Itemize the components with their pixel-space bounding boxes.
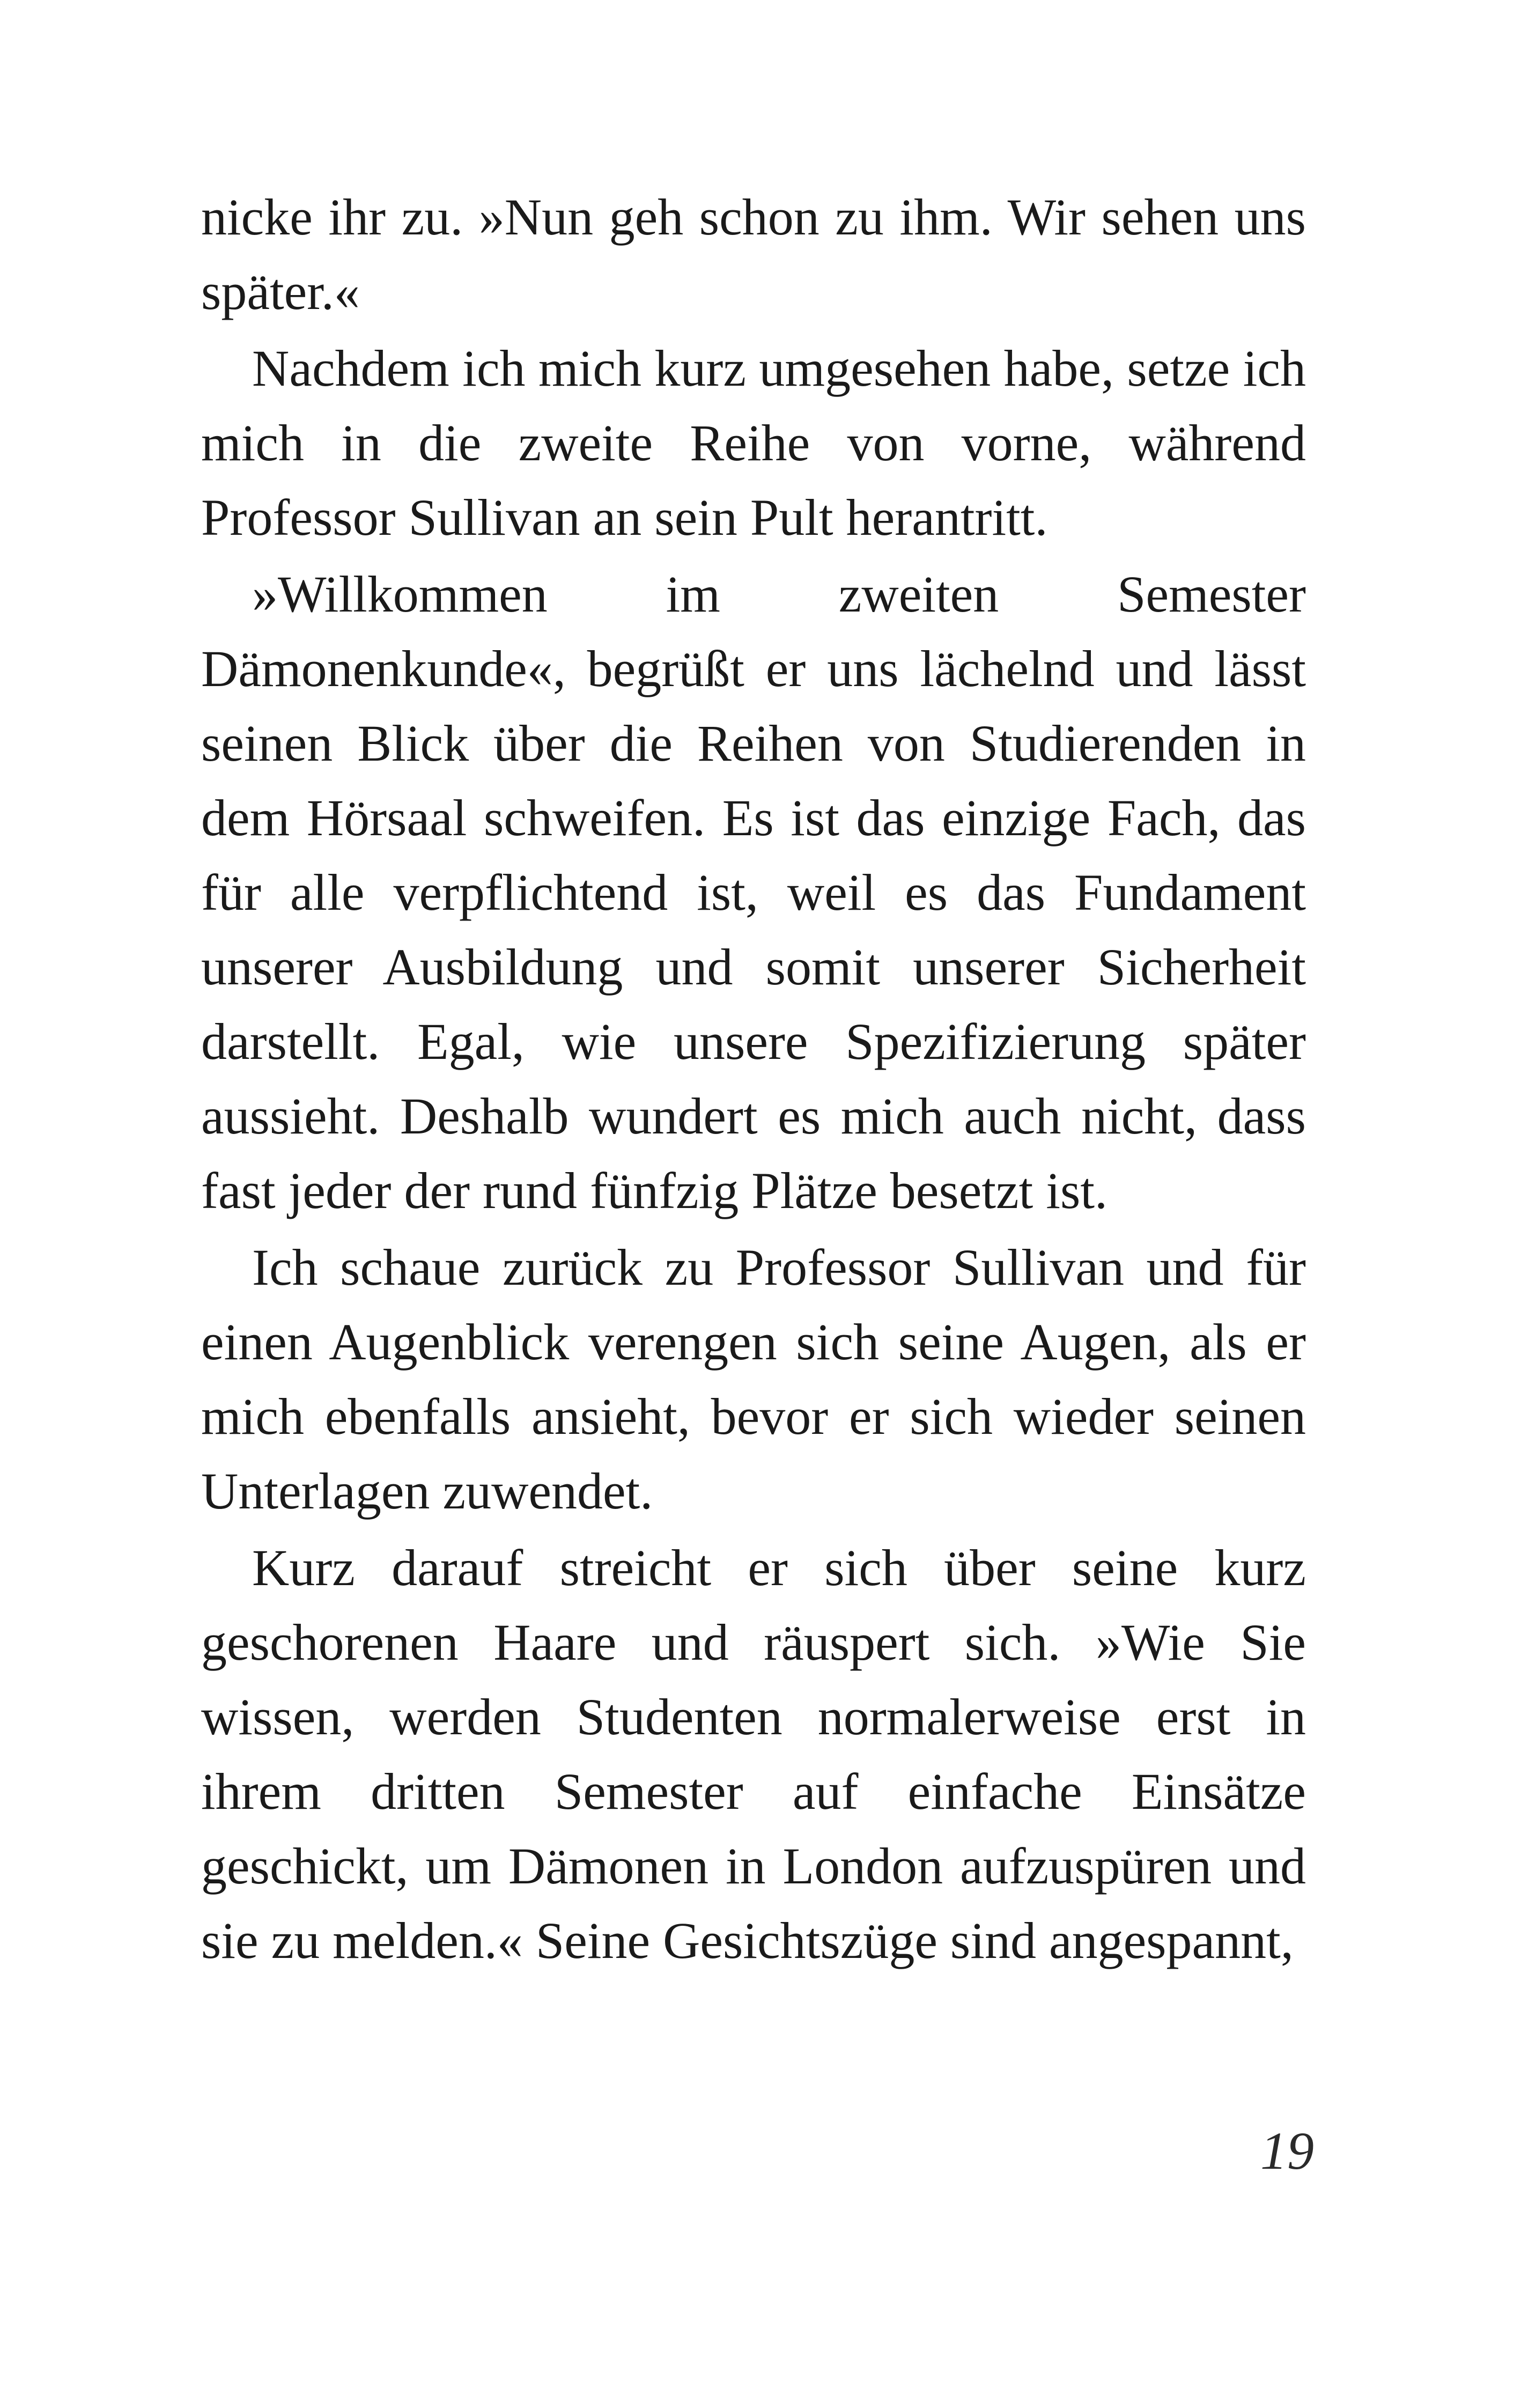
body-text: [201, 180, 1306, 1978]
paragraph-4: Ich schaue zurück zu Professor Sullivan und für einen Augenblick verengen sich seine Augen, als er mich ebenfalls ansieht, bevor er sich wieder seinen Unterlagen zuwendet.: [201, 1239, 1306, 1520]
paragraph-2: Nachdem ich mich kurz umgesehen habe, setze ich mich in die zweite Reihe von vorne, während Professor Sullivan an sein Pult herantritt.: [201, 340, 1306, 546]
paragraph-3: »Willkommen im zweiten Semester Dämonenkunde«, begrüßt er uns lächelnd und lässt seinen Blick über die Reihen von Studierenden in dem Hörsaal schweifen. Es ist das einzige Fach, das für alle verpflichtend ist, weil es das Fundament unserer Ausbildung und somit unserer Sicherheit darstellt. Egal, wie unsere Spezifizierung später aussieht. Deshalb wundert es mich auch nicht, dass fast jeder der rund fünfzig Plätze besetzt ist.: [201, 565, 1306, 1219]
paragraph-1: nicke ihr zu. »Nun geh schon zu ihm. Wir sehen uns später.«: [201, 188, 1306, 320]
page-number: 19: [1260, 2121, 1314, 2181]
paragraph-5: Kurz darauf streicht er sich über seine kurz geschorenen Haare und räuspert sich. »Wie Sie wissen, werden Studenten normalerweise erst in ihrem dritten Semester auf einfache Einsätze geschickt, um Dämonen in London aufzuspüren und sie zu melden.« Seine Gesichtszüge sind angespannt,: [201, 1539, 1306, 1969]
